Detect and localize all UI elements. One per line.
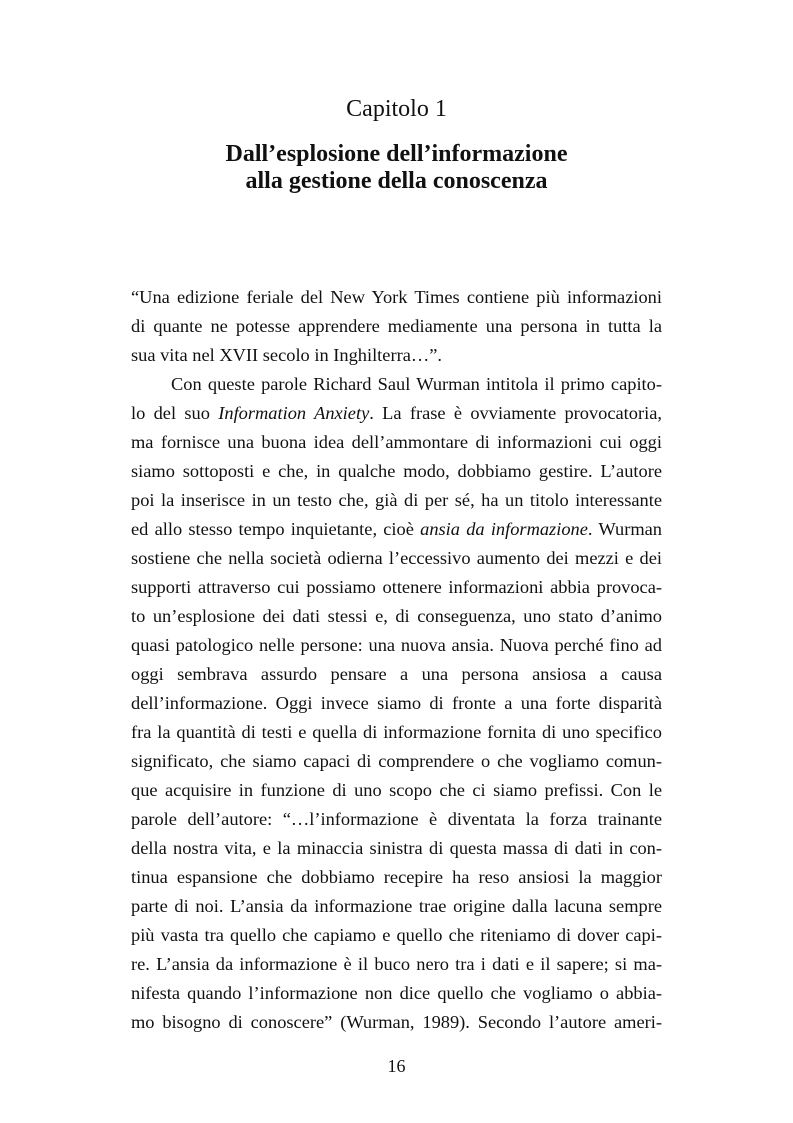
text-line: re. L’ansia da informazione è il buco nero tra i dati e il sapere; si ma-: [131, 954, 662, 974]
text-line: più vasta tra quello che capiamo e quello che riteniamo di dover capi-: [131, 925, 662, 945]
text-line: poi la inserisce in un testo che, già di per sé, ha un titolo interessante: [131, 490, 662, 510]
text-line: quasi patologico nelle persone: una nuova ansia. Nuova perché fino ad: [131, 635, 662, 655]
text-line: fra la quantità di testi e quella di informazione fornita di uno specifico: [131, 722, 662, 742]
text-line: to un’esplosione dei dati stessi e, di conseguenza, uno stato d’animo: [131, 606, 662, 626]
text-line: della nostra vita, e la minaccia sinistra di questa massa di dati in con-: [131, 838, 662, 858]
term-emphasis: ansia da informazione: [420, 519, 588, 539]
book-title-emphasis: Information Anxiety: [218, 403, 370, 423]
text-line: significato, che siamo capaci di comprendere o che vogliamo comun-: [131, 751, 662, 771]
text-line: siamo sottoposti e che, in qualche modo, dobbiamo gestire. L’autore: [131, 461, 662, 481]
body-text: [131, 283, 662, 1037]
text-line: nifesta quando l’informazione non dice quello che vogliamo o abbia-: [131, 983, 662, 1003]
chapter-title-line-1: Dall’esplosione dell’informazione: [225, 141, 568, 167]
text-line: supporti attraverso cui possiamo ottenere informazioni abbia provoca-: [131, 577, 662, 597]
chapter-title: [0, 141, 793, 195]
text-line: que acquisire in funzione di uno scopo che ci siamo prefissi. Con le: [131, 780, 662, 800]
text-line: lo del suo Information Anxiety. La frase è ovviamente provocatoria,: [131, 403, 662, 423]
text-line: sua vita nel XVII secolo in Inghilterra…”.: [131, 345, 443, 365]
text-line: tinua espansione che dobbiamo recepire ha reso ansiosi la maggior: [131, 867, 662, 887]
text-line: parole dell’autore: “…l’informazione è diventata la forza trainante: [131, 809, 662, 829]
text-line: Con queste parole Richard Saul Wurman intitola il primo capito-: [171, 374, 662, 394]
text-line: sostiene che nella società odierna l’eccessivo aumento dei mezzi e dei: [131, 548, 662, 568]
text-line: ma fornisce una buona idea dell’ammontare di informazioni cui oggi: [131, 432, 662, 452]
text-line: mo bisogno di conoscere” (Wurman, 1989). Secondo l’autore ameri-: [131, 1012, 662, 1032]
text-line: oggi sembrava assurdo pensare a una persona ansiosa a causa: [131, 664, 662, 684]
text-line: “Una edizione feriale del New York Times contiene più informazioni: [131, 287, 662, 307]
text-line: dell’informazione. Oggi invece siamo di fronte a una forte disparità: [131, 693, 662, 713]
text-line: ed allo stesso tempo inquietante, cioè ansia da informazione. Wurman: [131, 519, 662, 539]
text-line: di quante ne potesse apprendere mediamente una persona in tutta la: [131, 316, 662, 336]
page-number: 16: [387, 1056, 406, 1076]
chapter-title-line-2: alla gestione della conoscenza: [245, 168, 548, 194]
text-line: parte di noi. L’ansia da informazione trae origine dalla lacuna sempre: [131, 896, 662, 916]
chapter-label: Capitolo 1: [346, 96, 447, 122]
